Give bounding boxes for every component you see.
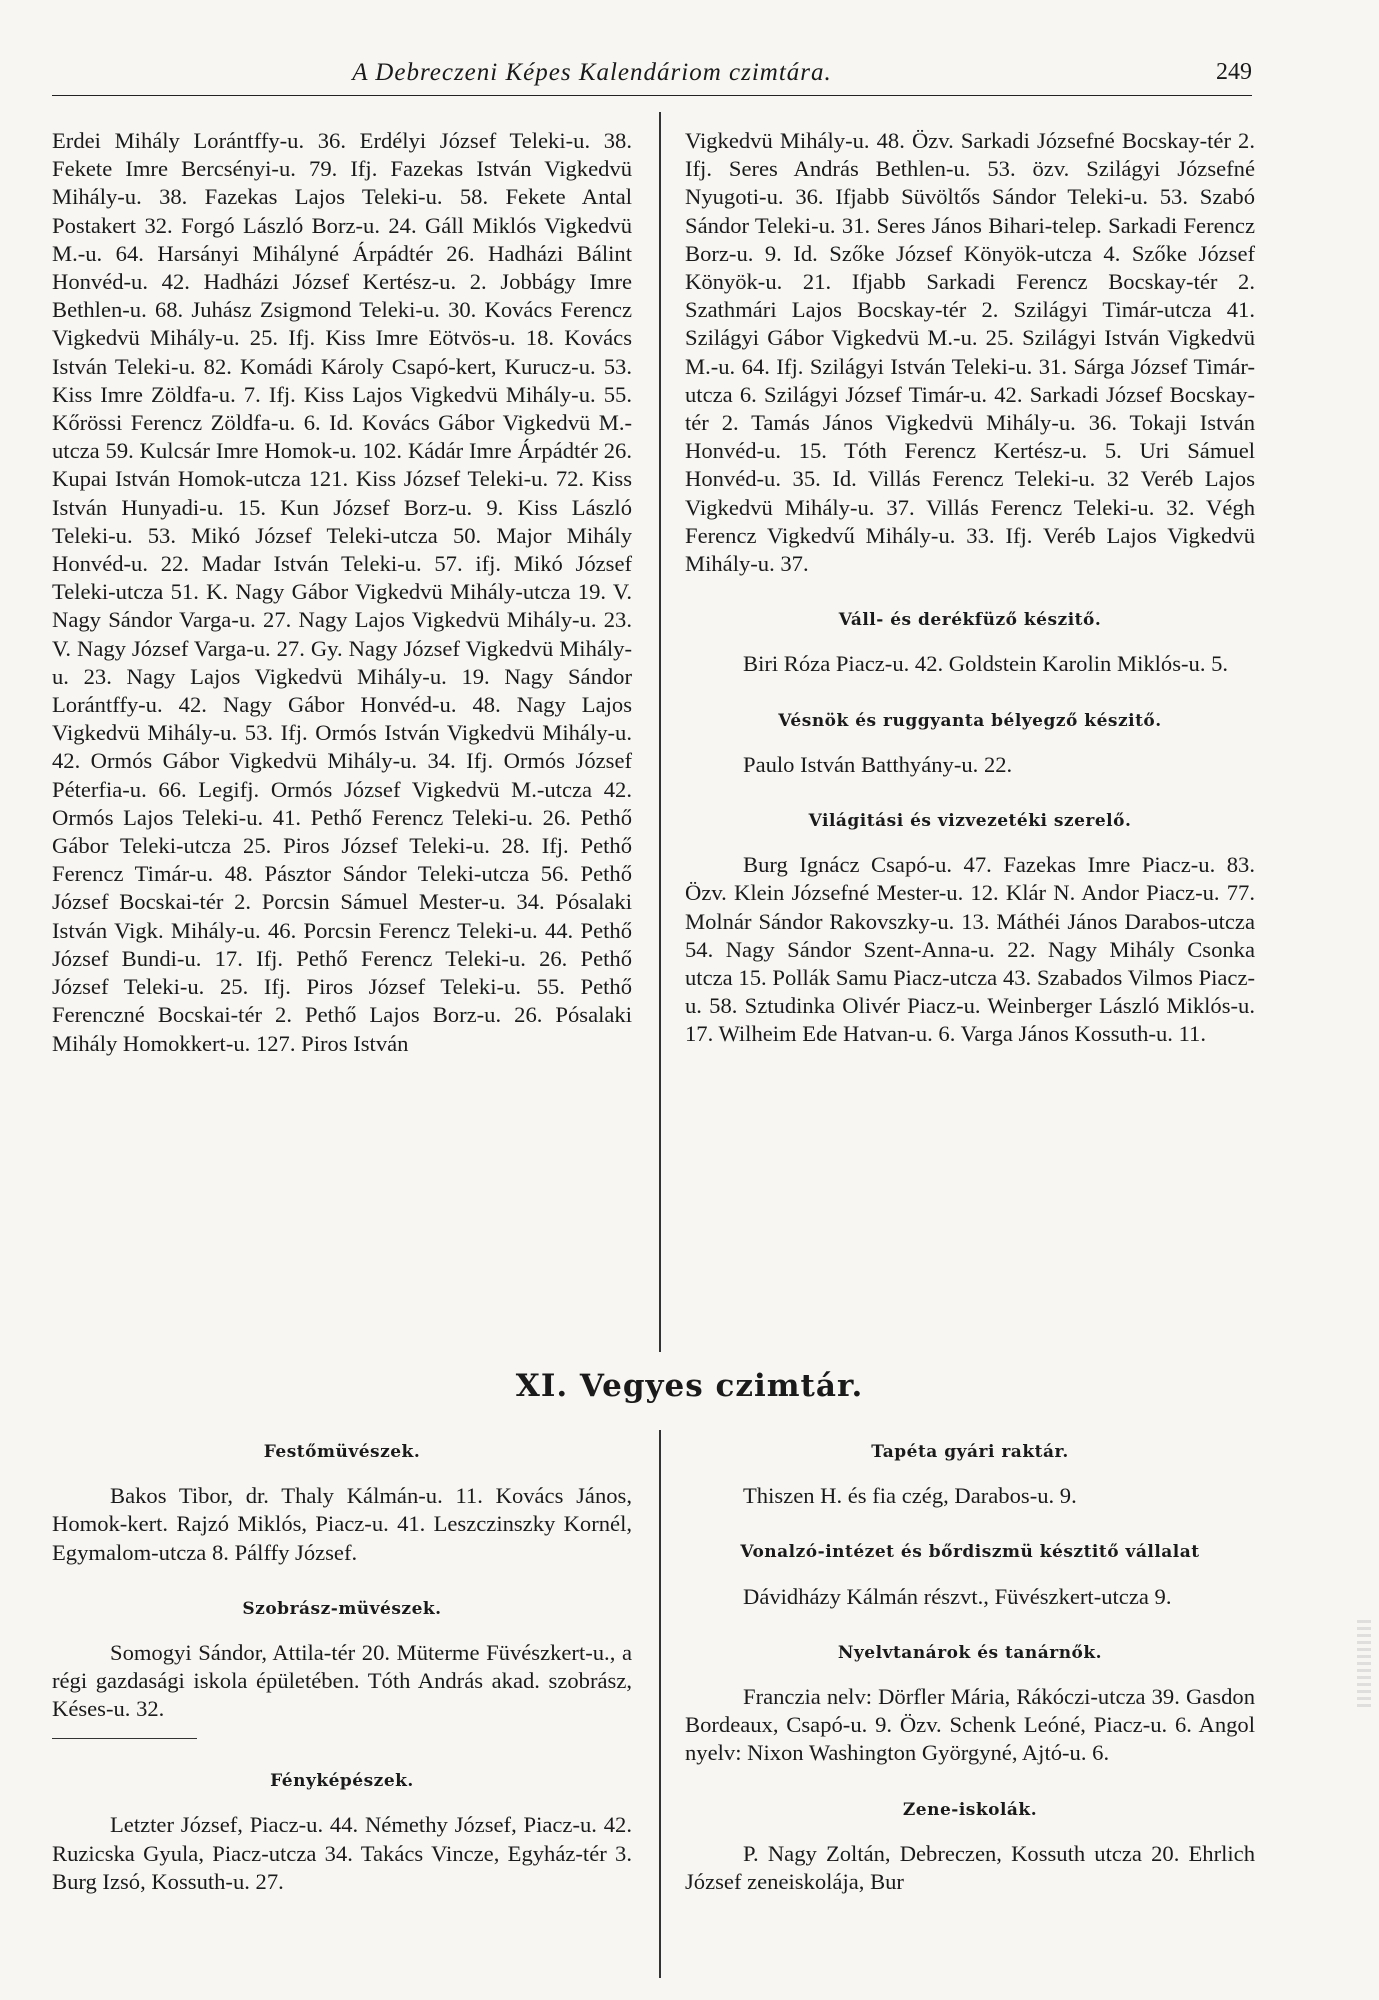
residents-list-continued: Erdei Mihály Lorántffy-u. 36. Erdélyi József Teleki-u. 38. Fekete Imre Bercsényi-u. 79. Ifj. Fazekas István Vigkedvü Mihály-u. 38. Fazekas Lajos Teleki-u. 58. Fekete Antal Postakert 32. Forgó László Borz-u. 24. Gáll Miklós Vigkedvü M.-u. 64. Harsányi Mihályné Árpádtér 26. Hadházi Bálint Honvéd-u. 42. Hadházi József Kertész-u. 2. Jobbágy Imre Bethlen-u. 68. Juhász Zsigmond Teleki-u. 30. Kovács Ferencz Vigkedvü Mihály-u. 25. Ifj. Kiss Imre Eötvös-u. 18. Kovács István Teleki-u. 82. Komádi Károly Csapó-kert, Kurucz-u. 53. Kiss Imre Zöldfa-u. 7. Ifj. Kiss Lajos Vigkedvü Mihály-u. 55. Kőrössi Ferencz Zöldfa-u. 6. Id. Kovács Gábor Vigkedvü M.-utcza 59. Kulcsár Imre Homok-u. 102. Kádár Imre Árpádtér 26. Kupai István Homok-utcza 121. Kiss József Teleki-u. 72. Kiss István Hunyadi-u. 15. Kun József Borz-u. 9. Kiss László Teleki-u. 53. Mikó József Teleki-utcza 50. Major Mihály Honvéd-u. 22. Madar István Teleki-u. 57. ifj. Mikó József Teleki-utcza 51. K. Nagy Gábor Vigkedvü Mihály-utcza 19. V. Nagy Sándor Varga-u. 27. Nagy Lajos Vigkedvü Mihály-u. 23. V. Nagy József Varga-u. 27. Gy. Nagy József Vigkedvü Mihály-u. 23. Nagy Lajos Vigkedvü Mihály-u. 19. Nagy Sándor Lorántffy-u. 42. Nagy Gábor Honvéd-u. 48. Nagy Lajos Vigkedvü Mihály-u. 53. Ifj. Ormós István Vigkedvü Mihály-u. 42. Ormós Gábor Vigkedvü Mihály-u. 34. Ifj. Ormós József Péterfia-u. 66. Legifj. Ormós József Vigkedvü M.-utcza 42. Ormós Lajos Teleki-u. 41. Pethő Ferencz Teleki-u. 26. Pethő Gábor Teleki-utcza 25. Piros József Teleki-u. 28. Ifj. Pethő Ferencz Timár-u. 48. Pásztor Sándor Teleki-utcza 56. Pethő József Bocskai-tér 2. Porcsin Sámuel Mester-u. 34. Pósalaki István Vigk. Mihály-u. 46. Porcsin Ferencz Teleki-u. 44. Pethő József Bundi-u. 17. Ifj. Pethő Ferencz Teleki-u. 26. Pethő József Teleki-u. 25. Ifj. Piros József Teleki-u. 55. Pethő Ferenczné Bocskai-tér 2. Pethő Lajos Borz-u. 26. Pósalaki Mihály Homokkert-u. 127. Piros István [52,128,632,1056]
section-heading: Szobrász-müvészek. [242,1598,442,1619]
section-heading: Vésnök és ruggyanta bélyegző készitő. [778,710,1162,731]
section-body: Somogyi Sándor, Attila-tér 20. Müterme Füvészkert-u., a régi gazdasági iskola épületében. Tóth András akad. szobrász, Késes-u. 32. [52,1640,632,1722]
section-body: Dávidházy Kálmán részvt., Füvészkert-utcza 9. [743,1583,1172,1609]
section-heading: Világitási és vizvezetéki szerelő. [808,811,1132,832]
section-heading: Tapéta gyári raktár. [871,1442,1069,1462]
section-heading: Fényképészek. [270,1771,414,1792]
section-body: Paulo István Batthyány-u. 22. [743,751,1013,777]
section-body: Bakos Tibor, dr. Thaly Kálmán-u. 11. Kovács János, Homok-kert. Rajzó Miklós, Piacz-u. 41. Leszczinszky Kornél, Egymalom-utcza 8. Pálffy József. [52,1483,632,1565]
running-title: A Debreczeni Képes Kalendáriom czimtára. [352,59,832,86]
section-body: Thiszen H. és fia czég, Darabos-u. 9. [743,1483,1077,1509]
section-body: Letzter József, Piacz-u. 44. Némethy József, Piacz-u. 42. Ruzicska Gyula, Piacz-utcza 34. Takács Vincze, Egyház-tér 3. Burg Izsó, Kossuth-u. 27. [52,1812,632,1894]
section-body: Franczia nelv: Dörfler Mária, Rákóczi-utcza 39. Gasdon Bordeaux, Csapó-u. 9. Özv. Schenk Leóné, Piacz-u. 6. Angol nyelv: Nixon Washington Györgyné, Ajtó-u. 6. [685,1684,1255,1766]
section-heading: Váll- és derékfüző készitő. [838,610,1102,631]
section-heading: Vonalzó-intézet és bőrdiszmü késztitő vállalat [740,1542,1200,1563]
section-heading: Nyelvtanárok és tanárnők. [837,1642,1103,1663]
top-right-column [685,127,1255,1049]
bottom-left-column [52,1420,632,1896]
residents-list-end: Vigkedvü Mihály-u. 48. Özv. Sarkadi Józsefné Bocskay-tér 2. Ifj. Seres András Bethlen-u. 53. özv. Szilágyi Józsefné Nyugoti-u. 36. Ifjabb Süvöltős Sándor Teleki-u. 53. Szabó Sándor Teleki-u. 31. Seres János Bihari-telep. Sarkadi Ferencz Borz-u. 9. Id. Szőke József Könyök-utcza 4. Szőke József Könyök-u. 21. Ifjabb Sarkadi Ferencz Bocskay-tér 2. Szathmári Lajos Bocskay-tér 2. Szilágyi Timár-utcza 41. Szilágyi Gábor Vigkedvü M.-u. 25. Szilágyi István Vigkedvü M.-u. 64. Ifj. Szilágyi István Teleki-u. 31. Sárga József Timár-utcza 6. Szilágyi József Timár-u. 42. Sarkadi József Bocskay-tér 2. Tamás János Vigkedvü Mihály-u. 36. Tokaji István Honvéd-u. 15. Tóth Ferencz Kertész-u. 5. Uri Sámuel Honvéd-u. 35. Id. Villás Ferencz Teleki-u. 32 Veréb Lajos Vigkedvü Mihály-u. 37. Villás Ferencz Teleki-u. 32. Végh Ferencz Vigkedvű Mihály-u. 33. Ifj. Veréb Lajos Vigkedvü Mihály-u. 37. [685,128,1255,577]
section-body: Biri Róza Piacz-u. 42. Goldstein Karolin Miklós-u. 5. [743,651,1229,677]
column-divider [659,112,661,1352]
scan-noise [1357,1620,1371,1710]
section-body: P. Nagy Zoltán, Debreczen, Kossuth utcza 20. Ehrlich József zeneiskolája, Bur [685,1840,1255,1895]
column-divider [659,1430,661,1978]
bottom-right-column [685,1420,1255,1896]
section-body: Burg Ignácz Csapó-u. 47. Fazekas Imre Piacz-u. 83. Özv. Klein Józsefné Mester-u. 12. Klár N. Andor Piacz-u. 77. Molnár Sándor Rakovszky-u. 13. Máthéi János Darabos-utcza 54. Nagy Sándor Szent-Anna-u. 22. Nagy Mihály Csonka utcza 15. Pollák Samu Piacz-utcza 43. Szabados Vilmos Piacz-u. 58. Sztudinka Olivér Piacz-u. Weinberger László Miklós-u. 17. Wilheim Ede Hatvan-u. 6. Varga János Kossuth-u. 11. [685,852,1255,1047]
short-rule [52,1738,197,1740]
top-left-column [52,127,632,1058]
section-heading: Zene-iskolák. [902,1799,1038,1820]
page-header [52,55,1252,96]
section-heading: Festőmüvészek. [263,1442,421,1462]
page-number: 249 [1216,59,1252,85]
part-title: XI. Vegyes czimtár. [515,1368,864,1404]
